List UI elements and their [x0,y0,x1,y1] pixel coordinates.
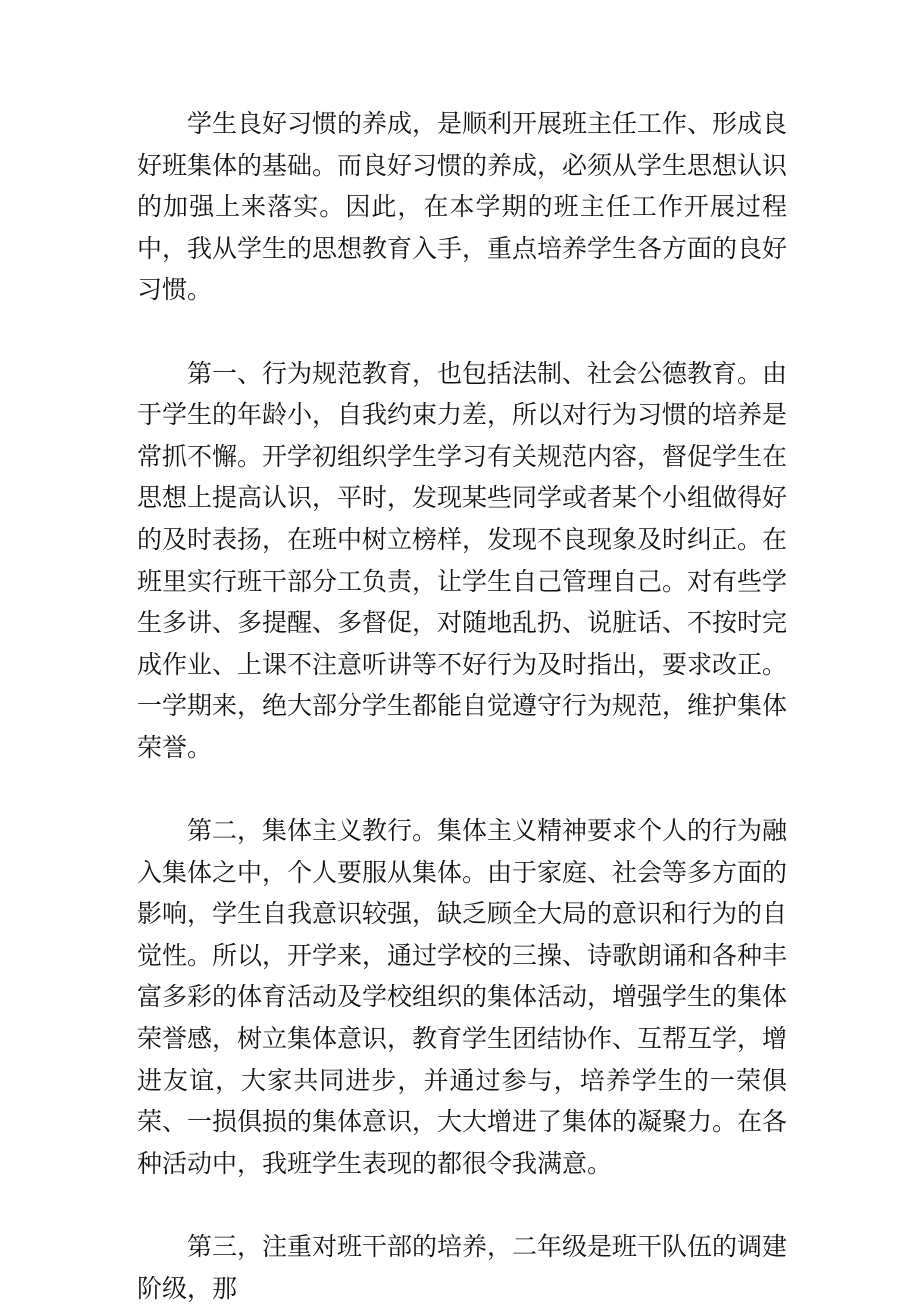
paragraph-behavior-education: 第一、行为规范教育，也包括法制、社会公德教育。由于学生的年龄小，自我约束力差，所以对行为习惯的培养是常抓不懈。开学初组织学生学习有关规范内容，督促学生在思想上提高认识，平时，发现某些同学或者某个小组做得好的及时表扬，在班中树立榜样，发现不良现象及时纠正。在班里实行班干部分工负责，让学生自己管理自己。对有些学生多讲、多提醒、多督促，对随地乱扔、说脏话、不按时完成作业、上课不注意听讲等不好行为及时指出，要求改正。一学期来，绝大部分学生都能自觉遵守行为规范，维护集体荣誉。 [137,358,788,762]
document-body [137,103,787,1309]
paragraph-collectivism-education: 第二，集体主义教行。集体主义精神要求个人的行为融入集体之中，个人要服从集体。由于家庭、社会等多方面的影响，学生自我意识较强，缺乏顾全大局的意识和行为的自觉性。所以，开学来，通过学校的三操、诗歌朗诵和各种丰富多彩的体育活动及学校组织的集体活动，增强学生的集体荣誉感，树立集体意识，教育学生团结协作、互帮互学，增进友谊，大家共同进步，并通过参与，培养学生的一荣俱荣、一损俱损的集体意识，大大增进了集体的凝聚力。在各种活动中，我班学生表现的都很令我满意。 [137,816,788,1178]
paragraph-habits-intro: 学生良好习惯的养成，是顺利开展班主任工作、形成良好班集体的基础。而良好习惯的养成，必须从学生思想认识的加强上来落实。因此，在本学期的班主任工作开展过程中，我从学生的思想教育入手，重点培养学生各方面的良好习惯。 [137,109,788,305]
paragraph-class-cadre-training: 第三，注重对班干部的培养，二年级是班干队伍的调建阶级，那 [137,1232,788,1303]
